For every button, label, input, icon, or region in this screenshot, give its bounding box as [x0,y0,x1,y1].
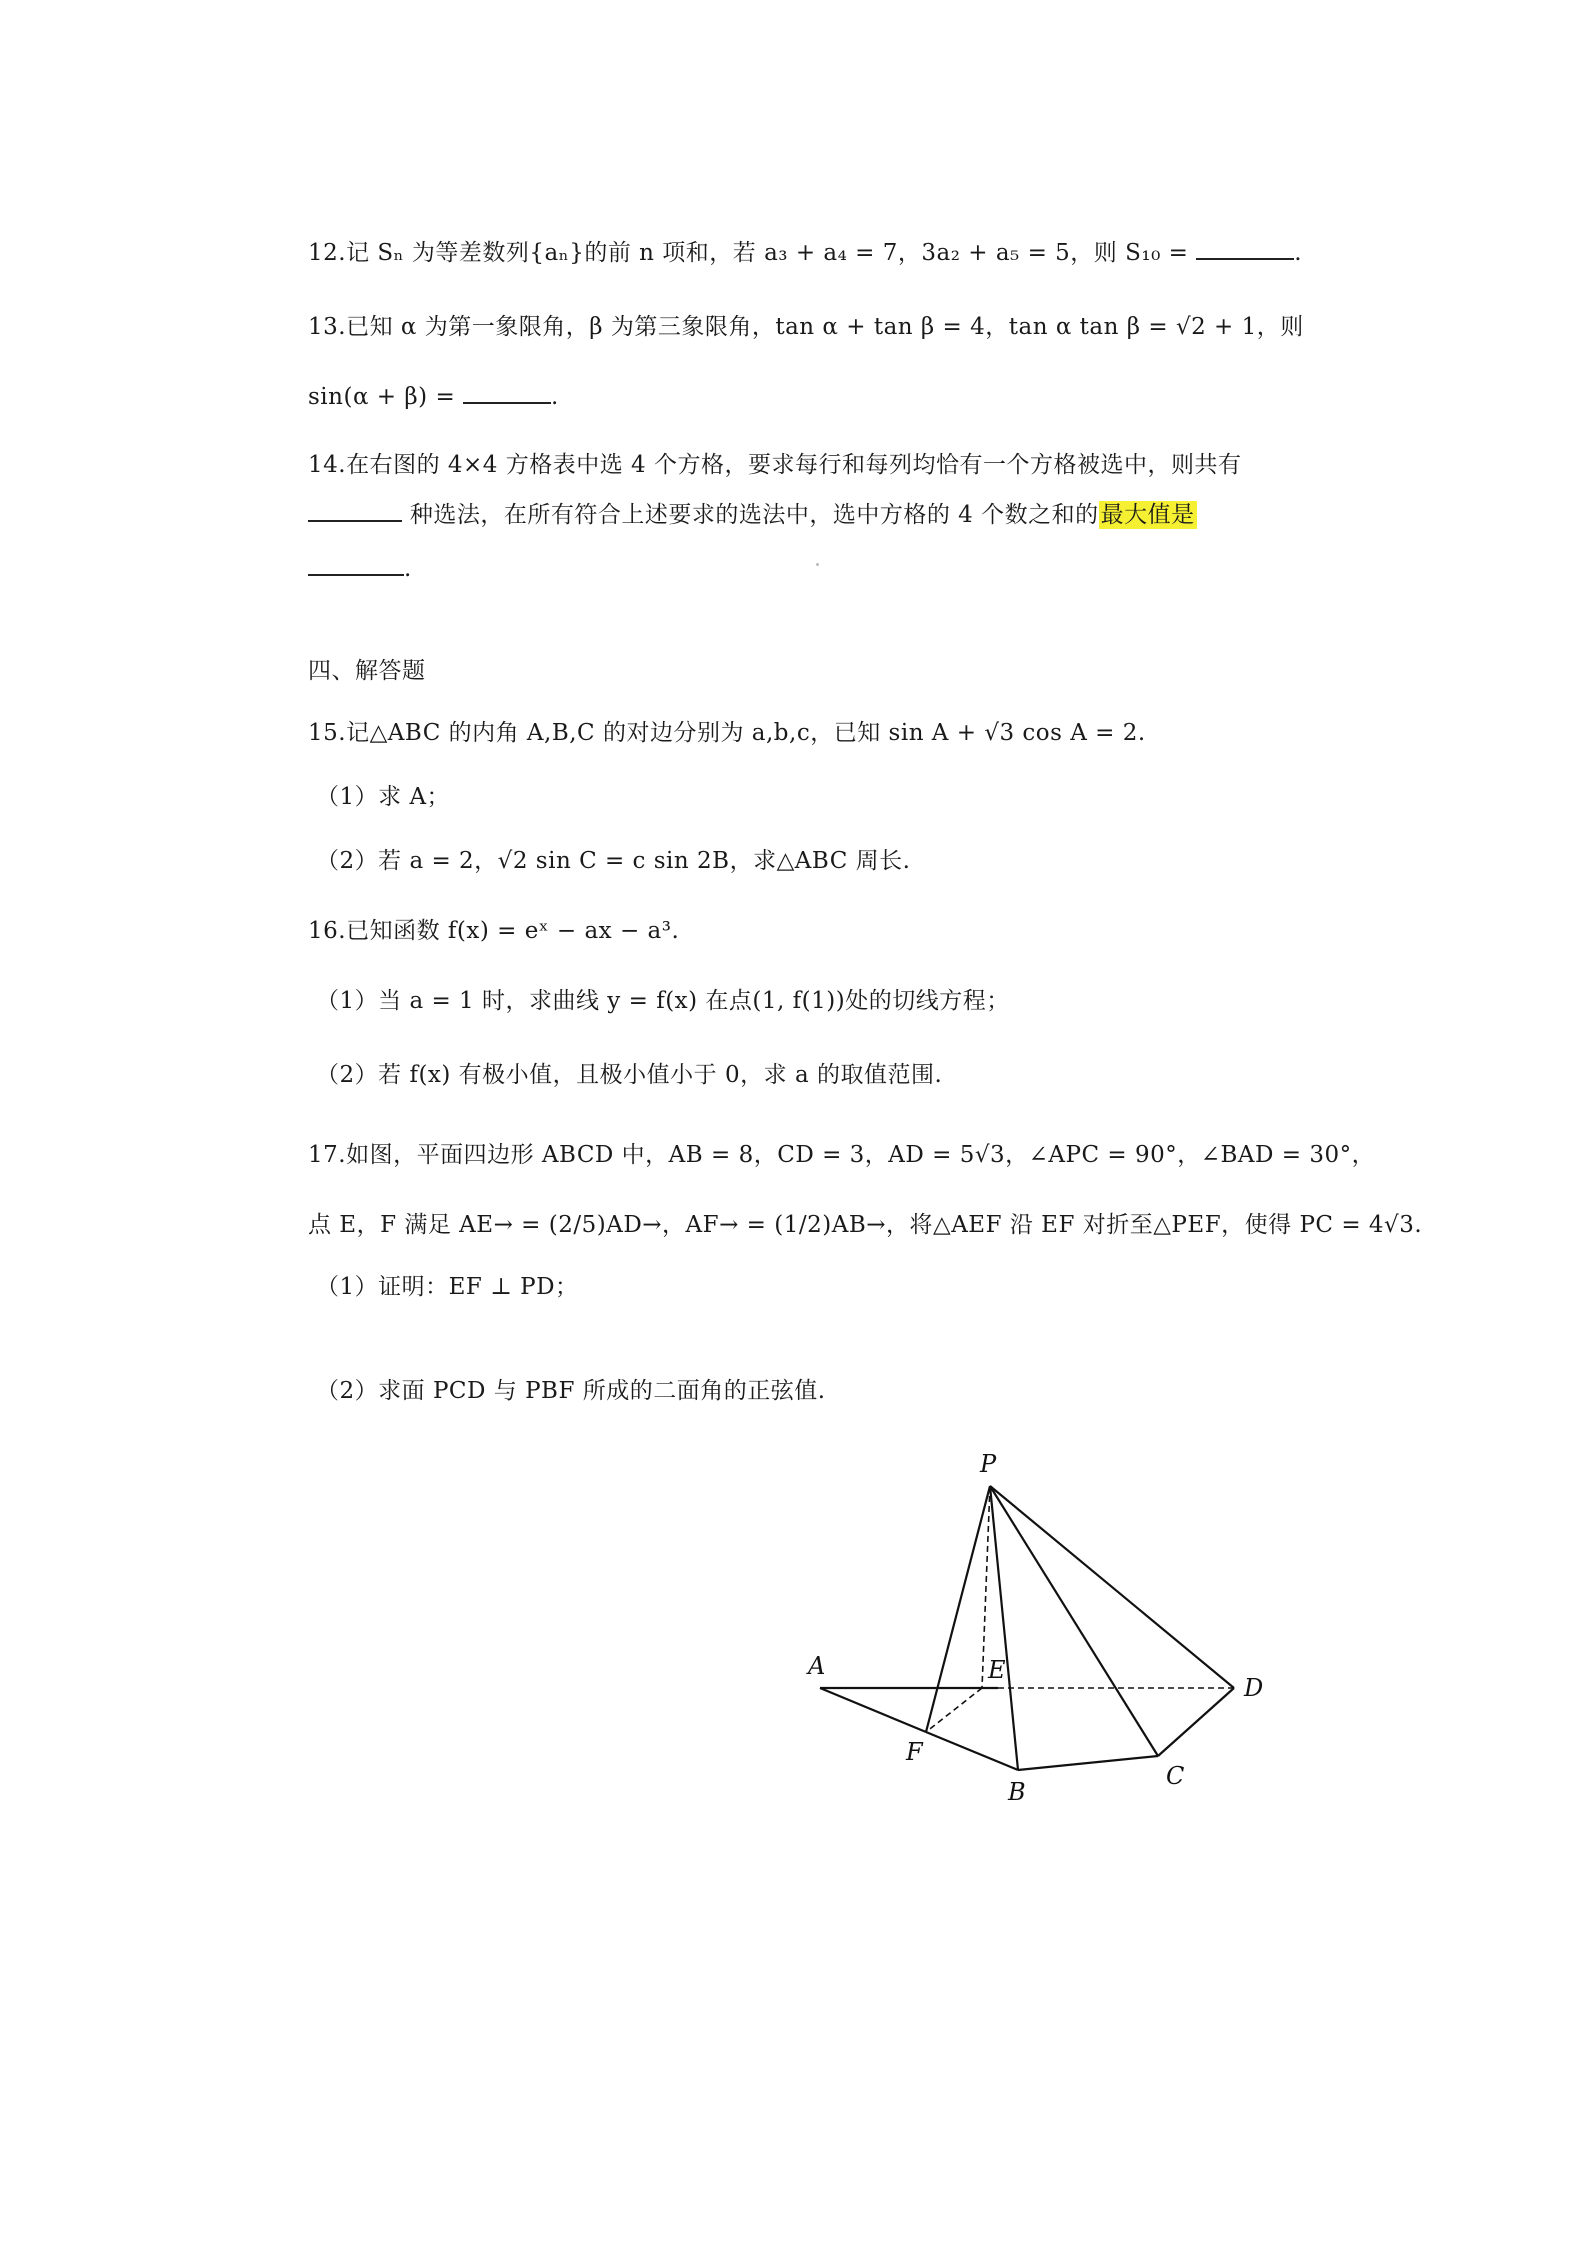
q14-period: . [404,556,412,582]
question-14-line3 [308,552,412,582]
geometry-figure [780,1450,1300,1820]
label-F: F [906,1738,923,1766]
edge-CD [1158,1688,1234,1756]
label-A: A [808,1652,826,1680]
q14-answer-blank-1 [308,498,402,522]
edge-PF [926,1486,990,1732]
edge-EF-dashed [926,1688,982,1732]
q13-period: . [551,384,559,410]
edge-BC [1018,1756,1158,1770]
edge-FB [926,1732,1018,1770]
q14-answer-blank-2 [308,552,404,576]
question-17-line2: 点 E，F 满足 AE→ = (2/5)AD→，AF→ = (1/2)AB→，将△AEF 沿 EF 对折至△PEF，使得 PC = 4√3. [308,1212,1423,1238]
section-title: 四、解答题 [308,658,426,684]
q13-answer-blank [463,380,551,404]
question-16-part2: （2）若 f(x) 有极小值，且极小值小于 0，求 a 的取值范围. [316,1062,943,1088]
question-16-part1: （1）当 a = 1 时，求曲线 y = f(x) 在点(1, f(1))处的切线方程； [316,988,1010,1014]
q14-line2-text: 种选法，在所有符合上述要求的选法中，选中方格的 4 个数之和的 [409,502,1099,528]
label-E: E [988,1656,1006,1684]
label-B: B [1008,1778,1026,1806]
q12-answer-blank [1196,236,1294,260]
question-13-line2 [308,380,559,410]
q14-highlight: 最大值是 [1100,502,1195,528]
label-P: P [980,1450,997,1478]
question-15-part2: （2）若 a = 2，√2 sin C = c sin 2B，求△ABC 周长. [316,848,911,874]
question-17-part2: （2）求面 PCD 与 PBF 所成的二面角的正弦值. [316,1378,826,1404]
question-15-part1: （1）求 A； [316,784,451,810]
question-12 [308,234,1302,267]
edge-AF [820,1688,926,1732]
question-17-stem: 17.如图，平面四边形 ABCD 中，AB = 8，CD = 3，AD = 5√3，∠APC = 90°，∠BAD = 30°， [308,1142,1376,1168]
scan-speck [816,563,819,566]
q13-expression: sin(α + β) = [308,384,456,410]
label-D: D [1244,1674,1264,1702]
q12-period: . [1294,240,1303,266]
question-14-line1: 14.在右图的 4×4 方格表中选 4 个方格，要求每行和每列均恰有一个方格被选中，则共有 [308,452,1242,478]
label-C: C [1166,1762,1185,1790]
edge-PC [990,1486,1158,1756]
question-15-stem: 15.记△ABC 的内角 A,B,C 的对边分别为 a,b,c，已知 sin A + √3 cos A = 2. [308,720,1146,746]
question-14-line2 [308,496,1197,529]
question-17-part1: （1）证明：EF ⊥ PD； [316,1274,579,1300]
edge-PD [990,1486,1234,1688]
q12-text: 12.记 Sₙ 为等差数列{aₙ}的前 n 项和，若 a₃ + a₄ = 7，3a₂ + a₅ = 5，则 S₁₀ = [308,240,1189,266]
edge-PB [990,1486,1018,1770]
question-16-stem: 16.已知函数 f(x) = eˣ − ax − a³. [308,918,680,944]
question-13-line1: 13.已知 α 为第一象限角，β 为第三象限角，tan α + tan β = 4，tan α tan β = √2 + 1，则 [308,314,1304,340]
